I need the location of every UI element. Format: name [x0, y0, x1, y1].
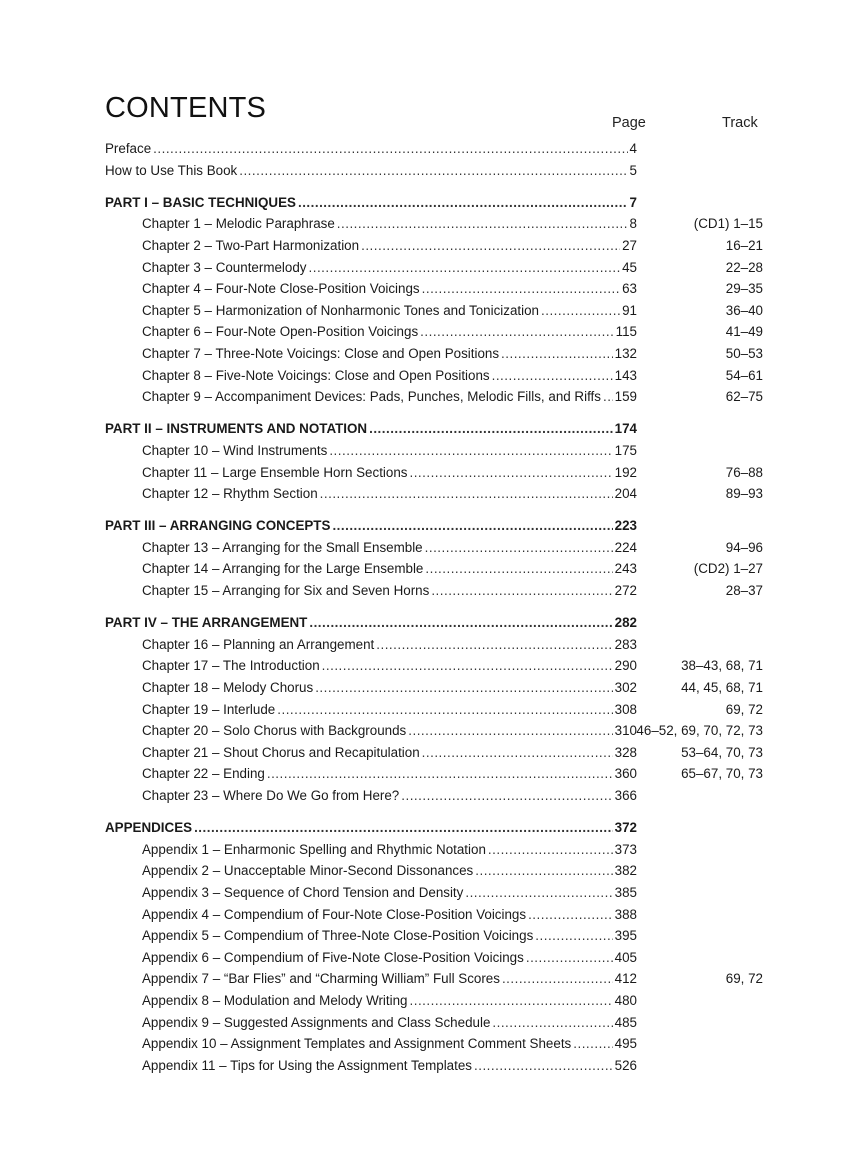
toc-entry-page-number: 159: [614, 389, 637, 405]
toc-entry: [105, 418, 637, 440]
toc-entry-title: Chapter 16 – Planning an Arrangement: [142, 636, 375, 652]
toc-entry: [142, 1033, 637, 1055]
toc-entry-row: [0, 1012, 864, 1034]
toc-entry-track: 54–61: [725, 367, 763, 383]
toc-entry: [142, 634, 637, 656]
toc-entry-track: 22–28: [725, 259, 763, 275]
toc-entry-page-number: 174: [614, 421, 637, 437]
toc-list: [0, 138, 864, 1076]
toc-entry-track: 16–21: [725, 237, 763, 253]
dot-leader: [309, 612, 612, 634]
toc-entry-page-number: 7: [629, 194, 637, 210]
toc-section-row: [0, 515, 864, 537]
toc-entry-title: PART II – INSTRUMENTS AND NOTATION: [105, 421, 368, 437]
toc-entry-row: [0, 300, 864, 322]
dot-leader: [425, 537, 613, 559]
toc-entry-title: Chapter 23 – Where Do We Go from Here?: [142, 788, 400, 803]
dot-leader: [239, 160, 627, 182]
toc-entry-row: [0, 860, 864, 882]
dot-leader: [431, 580, 612, 602]
toc-entry: [142, 699, 637, 721]
toc-entry-track: 89–93: [725, 486, 763, 502]
toc-entry-row: [0, 990, 864, 1012]
toc-entry-track: 29–35: [725, 281, 763, 297]
toc-entry-track: 62–75: [725, 389, 763, 405]
toc-entry: [142, 1055, 637, 1077]
toc-entry: [142, 278, 637, 300]
dot-leader: [315, 677, 612, 699]
dot-leader: [420, 321, 613, 343]
toc-entry-title: Chapter 4 – Four-Note Close-Position Voicings: [142, 281, 420, 297]
toc-entry-row: [0, 278, 864, 300]
toc-entry-title: Appendix 1 – Enharmonic Spelling and Rhythmic Notation: [142, 841, 486, 857]
toc-entry-page-number: 175: [614, 442, 637, 458]
toc-section-row: [0, 192, 864, 214]
toc-entry-title: Appendix 7 – “Bar Flies” and “Charming William” Full Scores: [142, 971, 500, 987]
toc-entry: [142, 925, 637, 947]
toc-entry-page-number: 412: [614, 971, 637, 987]
toc-entry-track: 69, 72: [725, 971, 763, 987]
toc-entry-row: [0, 483, 864, 505]
toc-entry-title: Chapter 10 – Wind Instruments: [142, 442, 328, 458]
toc-entry-track: 94–96: [725, 539, 763, 555]
toc-entry-title: Appendix 10 – Assignment Templates and Assignment Comment Sheets: [142, 1036, 572, 1052]
toc-entry-title: Appendix 11 – Tips for Using the Assignment Templates: [142, 1057, 472, 1073]
toc-entry-title: PART I – BASIC TECHNIQUES: [105, 194, 296, 210]
toc-entry-title: Appendix 8 – Modulation and Melody Writing: [142, 992, 408, 1008]
dot-leader: [492, 365, 613, 387]
toc-entry-page-number: 282: [614, 615, 637, 631]
toc-entry-page-number: 8: [629, 216, 637, 232]
dot-leader: [361, 235, 620, 257]
toc-entry-page-number: 495: [614, 1036, 637, 1052]
dot-leader: [502, 968, 613, 990]
toc-entry: [142, 655, 637, 677]
toc-entry-row: [0, 947, 864, 969]
toc-entry-page-number: 405: [614, 949, 637, 965]
toc-entry-track: 38–43, 68, 71: [681, 658, 763, 674]
toc-entry-track: 28–37: [725, 583, 763, 599]
page-column-header: Page: [612, 115, 646, 131]
toc-entry-page-number: 63: [622, 281, 637, 297]
toc-entry-title: Chapter 14 – Arranging for the Large Ensemble: [142, 561, 424, 577]
dot-leader: [309, 257, 621, 279]
toc-entry-row: [0, 558, 864, 580]
dot-leader: [535, 925, 612, 947]
dot-leader: [425, 558, 612, 580]
toc-entry-track: 36–40: [725, 302, 763, 318]
toc-entry-page-number: 366: [614, 788, 637, 803]
toc-entry-row: [0, 763, 864, 785]
toc-entry-title: Chapter 18 – Melody Chorus: [142, 680, 314, 696]
dot-leader: [332, 515, 612, 537]
toc-entry-track: 65–67, 70, 73: [681, 766, 763, 782]
toc-entry-page-number: 382: [614, 863, 637, 879]
toc-entry: [142, 300, 637, 322]
toc-entry-row: [0, 785, 864, 807]
toc-entry-page-number: 485: [614, 1014, 637, 1030]
toc-entry-title: Chapter 5 – Harmonization of Nonharmonic Tones and Tonicization: [142, 302, 539, 318]
toc-entry-page-number: 224: [614, 539, 637, 555]
toc-entry: [142, 1012, 637, 1034]
toc-entry-track: 53–64, 70, 73: [681, 744, 763, 760]
toc-entry-row: [0, 925, 864, 947]
dot-leader: [322, 655, 613, 677]
track-column-header: Track: [722, 115, 758, 131]
dot-leader: [474, 1055, 613, 1077]
toc-entry: [142, 343, 637, 365]
toc-entry-page-number: 360: [614, 766, 637, 782]
toc-entry: [142, 257, 637, 279]
toc-entry-row: [0, 882, 864, 904]
toc-entry-page-number: 283: [614, 636, 637, 652]
dot-leader: [465, 882, 612, 904]
toc-entry-page-number: 373: [614, 841, 637, 857]
page-title: CONTENTS: [105, 92, 267, 124]
toc-entry-row: [0, 440, 864, 462]
toc-section-row: [0, 418, 864, 440]
toc-entry-row: [0, 160, 864, 182]
toc-entry-page-number: 27: [622, 237, 637, 253]
toc-entry-title: Chapter 7 – Three-Note Voicings: Close and Open Positions: [142, 345, 500, 361]
toc-entry-title: Chapter 1 – Melodic Paraphrase: [142, 216, 335, 232]
toc-entry: [142, 904, 637, 926]
dot-leader: [475, 860, 612, 882]
toc-entry-page-number: 480: [614, 992, 637, 1008]
toc-entry-track: 69, 72: [725, 701, 763, 717]
toc-entry-row: [0, 462, 864, 484]
toc-entry-row: [0, 699, 864, 721]
dot-leader: [408, 720, 612, 742]
toc-entry-title: APPENDICES: [105, 820, 193, 836]
toc-entry-title: Appendix 2 – Unacceptable Minor-Second Dissonances: [142, 863, 474, 879]
toc-entry-page-number: 308: [614, 701, 637, 717]
toc-entry: [105, 515, 637, 537]
toc-entry-title: Chapter 21 – Shout Chorus and Recapitulation: [142, 744, 420, 760]
toc-entry-title: Chapter 8 – Five-Note Voicings: Close and Open Positions: [142, 367, 490, 383]
toc-entry: [142, 483, 637, 505]
toc-entry: [142, 742, 637, 764]
toc-entry-track: 50–53: [725, 345, 763, 361]
toc-entry: [142, 763, 637, 785]
toc-entry-page-number: 385: [614, 884, 637, 900]
toc-entry-row: [0, 257, 864, 279]
toc-entry-page-number: 192: [614, 464, 637, 480]
toc-entry-page-number: 328: [614, 744, 637, 760]
toc-entry: [142, 785, 637, 807]
toc-entry-page-number: 4: [629, 141, 637, 156]
toc-entry: [142, 365, 637, 387]
toc-entry: [105, 160, 637, 182]
toc-entry-track: 76–88: [725, 464, 763, 480]
toc-entry-row: [0, 537, 864, 559]
toc-entry: [105, 192, 637, 214]
dot-leader: [422, 278, 620, 300]
toc-entry-page-number: 45: [622, 259, 637, 275]
toc-entry-row: [0, 138, 864, 160]
toc-entry-title: Appendix 3 – Sequence of Chord Tension and Density: [142, 884, 464, 900]
toc-entry-page-number: 372: [614, 820, 637, 836]
toc-entry-page-number: 223: [614, 518, 637, 534]
toc-entry-title: Chapter 17 – The Introduction: [142, 658, 320, 674]
toc-entry: [142, 235, 637, 257]
toc-entry-page-number: 388: [614, 906, 637, 922]
toc-entry: [142, 990, 637, 1012]
toc-entry-page-number: 310: [614, 723, 637, 739]
toc-entry-page-number: 5: [629, 162, 637, 178]
dot-leader: [376, 634, 612, 656]
toc-entry-track: 44, 45, 68, 71: [681, 680, 763, 696]
toc-entry-page-number: 243: [614, 561, 637, 577]
toc-section-row: [0, 612, 864, 634]
toc-entry-row: [0, 386, 864, 408]
dot-leader: [337, 213, 628, 235]
toc-entry-row: [0, 213, 864, 235]
toc-entry-page-number: 302: [614, 680, 637, 696]
toc-entry-page-number: 272: [614, 583, 637, 599]
toc-entry-row: [0, 677, 864, 699]
toc-entry: [105, 138, 637, 160]
toc-entry-title: Chapter 2 – Two-Part Harmonization: [142, 237, 360, 253]
toc-entry-title: Appendix 5 – Compendium of Three-Note Close-Position Voicings: [142, 928, 534, 944]
toc-entry-row: [0, 343, 864, 365]
toc-entry: [142, 440, 637, 462]
dot-leader: [401, 785, 612, 807]
toc-entry-track: (CD2) 1–27: [693, 561, 763, 577]
toc-entry-title: Preface: [105, 141, 152, 156]
toc-entry-row: [0, 1055, 864, 1077]
toc-entry-track: 46–52, 69, 70, 72, 73: [636, 723, 763, 739]
toc-entry-title: Chapter 3 – Countermelody: [142, 259, 307, 275]
toc-entry: [105, 612, 637, 634]
toc-entry: [142, 462, 637, 484]
toc-entry-row: [0, 968, 864, 990]
toc-entry-row: [0, 1033, 864, 1055]
toc-entry-title: Chapter 22 – Ending: [142, 766, 265, 782]
dot-leader: [329, 440, 612, 462]
dot-leader: [573, 1033, 612, 1055]
toc-entry-row: [0, 365, 864, 387]
toc-entry-page-number: 132: [614, 345, 637, 361]
toc-entry-title: Chapter 15 – Arranging for Six and Seven Horns: [142, 583, 430, 599]
toc-entry-row: [0, 321, 864, 343]
toc-entry: [142, 882, 637, 904]
toc-entry-row: [0, 904, 864, 926]
dot-leader: [488, 839, 613, 861]
dot-leader: [541, 300, 620, 322]
dot-leader: [528, 904, 613, 926]
toc-entry-title: How to Use This Book: [105, 162, 238, 178]
toc-entry: [142, 580, 637, 602]
dot-leader: [492, 1012, 612, 1034]
toc-entry-row: [0, 839, 864, 861]
toc-entry-row: [0, 655, 864, 677]
toc-entry-row: [0, 580, 864, 602]
dot-leader: [603, 386, 613, 408]
toc-entry: [142, 321, 637, 343]
toc-entry: [142, 386, 637, 408]
dot-leader: [409, 462, 612, 484]
dot-leader: [320, 483, 613, 505]
toc-entry-title: PART IV – THE ARRANGEMENT: [105, 615, 308, 631]
toc-entry: [142, 537, 637, 559]
toc-entry: [142, 213, 637, 235]
toc-entry: [142, 677, 637, 699]
dot-leader: [277, 699, 612, 721]
toc-entry-title: Chapter 13 – Arranging for the Small Ensemble: [142, 539, 423, 555]
toc-entry-row: [0, 235, 864, 257]
toc-entry: [142, 839, 637, 861]
toc-entry: [142, 968, 637, 990]
toc-entry-page-number: 91: [622, 302, 637, 318]
toc-entry-row: [0, 720, 864, 742]
dot-leader: [298, 192, 628, 214]
toc-section-row: [0, 817, 864, 839]
dot-leader: [369, 418, 613, 440]
dot-leader: [153, 138, 627, 160]
toc-entry-page-number: 395: [614, 928, 637, 944]
dot-leader: [267, 763, 613, 785]
toc-entry-title: Chapter 6 – Four-Note Open-Position Voicings: [142, 324, 419, 340]
toc-entry-page-number: 290: [614, 658, 637, 674]
toc-entry-title: Appendix 6 – Compendium of Five-Note Close-Position Voicings: [142, 949, 524, 965]
toc-entry-title: Chapter 12 – Rhythm Section: [142, 486, 318, 502]
toc-entry-title: Chapter 20 – Solo Chorus with Backgrounds: [142, 723, 407, 739]
dot-leader: [422, 742, 613, 764]
toc-entry-title: PART III – ARRANGING CONCEPTS: [105, 518, 331, 534]
toc-entry-title: Chapter 19 – Interlude: [142, 701, 276, 717]
toc-entry-title: Appendix 4 – Compendium of Four-Note Close-Position Voicings: [142, 906, 527, 922]
toc-entry-page-number: 526: [614, 1057, 637, 1073]
toc-entry: [105, 817, 637, 839]
dot-leader: [410, 990, 613, 1012]
toc-entry-row: [0, 634, 864, 656]
dot-leader: [501, 343, 613, 365]
toc-entry-page-number: 115: [615, 324, 637, 340]
toc-entry-page-number: 204: [614, 486, 637, 502]
toc-entry-title: Chapter 9 – Accompaniment Devices: Pads, Punches, Melodic Fills, and Riffs: [142, 389, 601, 405]
toc-entry-row: [0, 742, 864, 764]
toc-entry: [142, 947, 637, 969]
toc-entry-page-number: 143: [614, 367, 637, 383]
toc-entry: [142, 558, 637, 580]
toc-entry-title: Chapter 11 – Large Ensemble Horn Sections: [142, 464, 408, 480]
toc-entry-title: Appendix 9 – Suggested Assignments and Class Schedule: [142, 1014, 491, 1030]
toc-entry: [142, 860, 637, 882]
toc-entry-track: 41–49: [725, 324, 763, 340]
toc-entry-track: (CD1) 1–15: [693, 216, 763, 232]
dot-leader: [526, 947, 613, 969]
dot-leader: [194, 817, 613, 839]
toc-entry: [142, 720, 637, 742]
